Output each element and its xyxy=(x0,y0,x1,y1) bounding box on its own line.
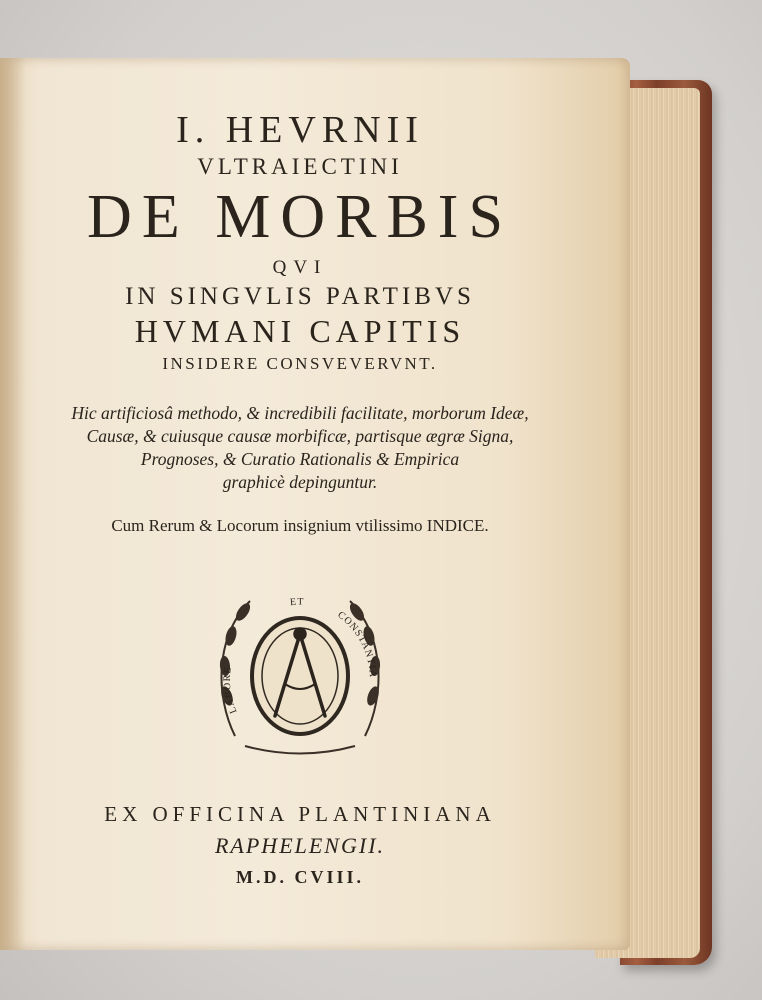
imprint-block xyxy=(40,802,560,888)
description-line: graphicè depinguntur. xyxy=(222,472,378,492)
imprint-line-1: EX OFFICINA PLANTINIANA xyxy=(104,802,496,826)
description-line: Prognoses, & Curatio Rationalis & Empirica xyxy=(140,449,460,469)
imprint-line-2: RAPHELENGII. xyxy=(214,833,386,858)
printer-mark xyxy=(205,576,395,766)
compass-emblem-icon xyxy=(205,576,395,766)
description-line: Causæ, & cuiusque causæ morbificæ, partisque ægræ Signa, xyxy=(86,426,514,446)
subtitle-line-3: INSIDERE CONSVEVERVNT. xyxy=(162,354,438,373)
title-qvi: QVI xyxy=(272,257,328,278)
page-gutter xyxy=(0,58,26,950)
author-name: I. HEVRNII xyxy=(176,109,424,151)
description-block xyxy=(40,402,560,494)
svg-text:ET xyxy=(289,597,304,609)
motto-left: LABORE xyxy=(221,665,240,715)
title-page xyxy=(0,58,630,950)
motto-top: ET xyxy=(289,596,305,609)
book xyxy=(0,58,740,958)
index-note: Cum Rerum & Locorum insignium vtilissimo INDICE. xyxy=(111,516,489,535)
main-title: DE MORBIS xyxy=(87,183,513,251)
motto-right: CONSTANTIA xyxy=(335,609,379,679)
subtitle-line-1: IN SINGVLIS PARTIBVS xyxy=(125,283,475,310)
description-line: Hic artificiosâ methodo, & incredibili facilitate, morborum Ideæ, xyxy=(71,403,529,423)
title-page-content xyxy=(40,98,560,888)
author-origin: VLTRAIECTINI xyxy=(197,154,403,179)
imprint-date: M.D. CVIII. xyxy=(235,867,364,887)
subtitle-line-2: HVMANI CAPITIS xyxy=(134,313,466,349)
